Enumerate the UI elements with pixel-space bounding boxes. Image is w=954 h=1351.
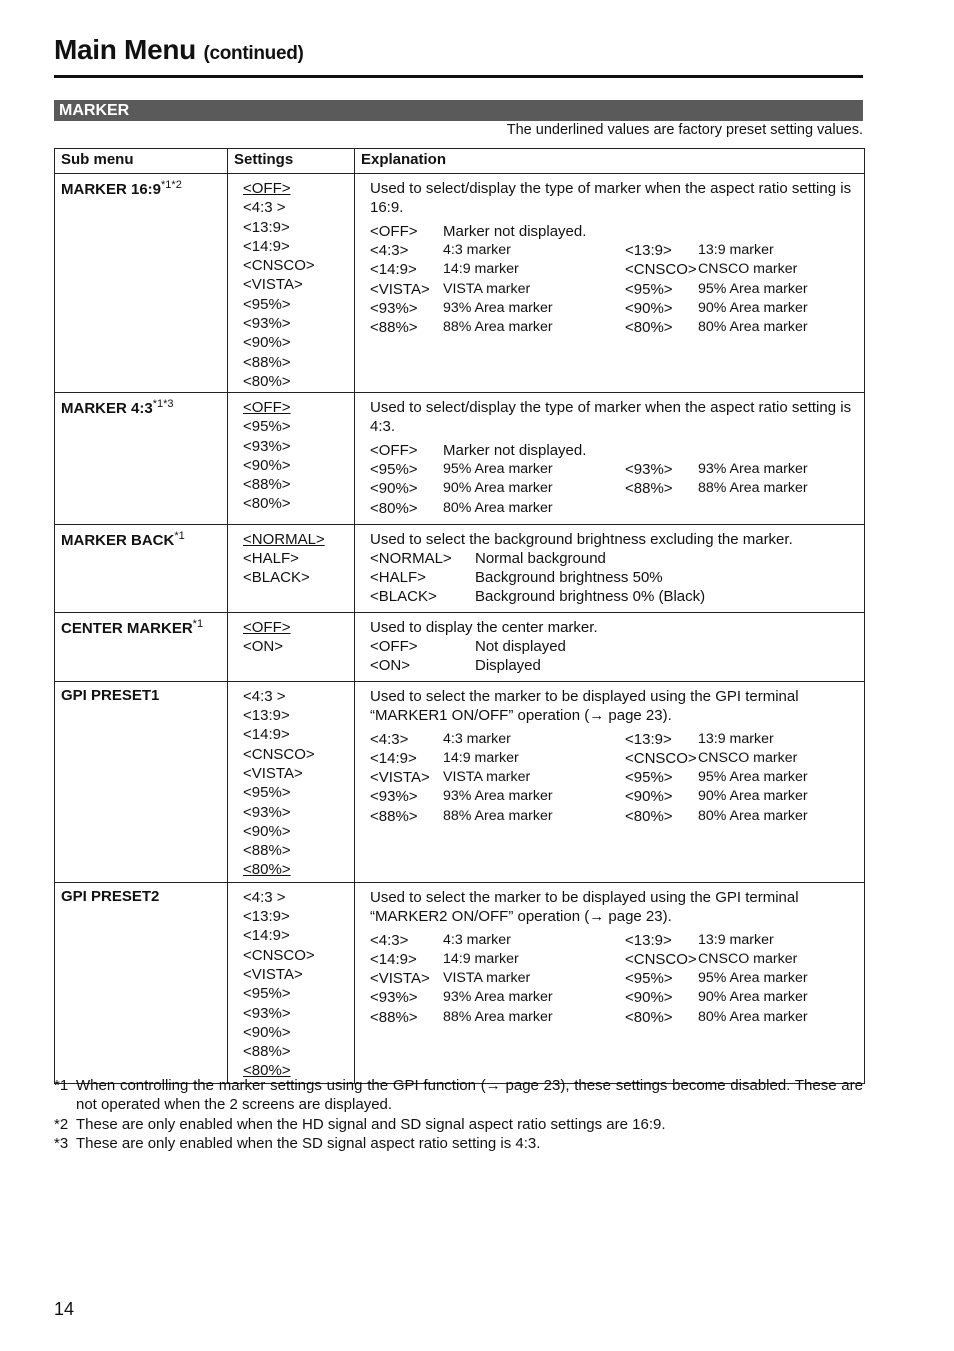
option-key: <88%>: [370, 319, 418, 337]
explanation-intro: Used to select/display the type of marker when the aspect ratio setting is 16:9.: [370, 180, 852, 216]
setting-value: <88%>: [243, 353, 291, 371]
setting-value: <OFF>: [243, 399, 291, 416]
title-divider: [54, 75, 863, 78]
option-desc: Normal background: [475, 549, 606, 567]
option-key: <95%>: [625, 280, 673, 298]
setting-value: <93%>: [243, 437, 291, 455]
setting-value: <90%>: [243, 1023, 291, 1041]
sub-menu-cell: [55, 882, 228, 1083]
option-desc: 88% Area marker: [443, 1008, 553, 1025]
table-header-row: [55, 149, 865, 174]
option-key: <OFF>: [370, 442, 418, 459]
setting-value: <93%>: [243, 803, 291, 821]
option-row: [370, 587, 854, 606]
option-key: <CNSCO>: [625, 261, 697, 279]
option-key: <OFF>: [370, 637, 418, 655]
setting-value: <95%>: [243, 418, 291, 436]
option-desc: VISTA marker: [443, 280, 531, 297]
marker-option-row: [370, 730, 854, 749]
option-desc: Displayed: [475, 656, 541, 674]
footnote: [54, 1115, 863, 1134]
marker-option-row: [370, 931, 854, 950]
settings-cell: [228, 524, 355, 612]
option-desc: Background brightness 50%: [475, 568, 663, 586]
option-key: <CNSCO>: [625, 750, 697, 768]
sub-menu-name: CENTER MARKER: [61, 619, 193, 637]
option-key: <95%>: [370, 461, 418, 479]
explanation-intro: Used to select/display the type of marker when the aspect ratio setting is 4:3.: [370, 399, 852, 435]
setting-value: <80%>: [243, 372, 291, 390]
option-desc: 80% Area marker: [698, 1008, 808, 1025]
sub-menu-cell: [55, 612, 228, 681]
option-key: <4:3>: [370, 242, 409, 260]
marker-option-row: [370, 787, 854, 806]
marker-option-row: [370, 768, 854, 787]
setting-value: <80%>: [243, 1062, 291, 1080]
setting-value: <VISTA>: [243, 765, 303, 782]
setting-value: <CNSCO>: [243, 946, 315, 964]
sub-menu-name: GPI PRESET1: [61, 686, 160, 704]
setting-value: <95%>: [243, 985, 291, 1003]
option-key: <90%>: [625, 989, 673, 1007]
marker-option-row: [370, 241, 854, 260]
setting-value: <13:9>: [243, 707, 290, 725]
setting-value: <90%>: [243, 334, 291, 352]
preset-note: The underlined values are factory preset setting values.: [506, 122, 863, 138]
setting-value: <90%>: [243, 456, 291, 474]
column-header-settings: Settings: [228, 149, 355, 174]
marker-option-row: [370, 988, 854, 1007]
table-row: [55, 681, 865, 882]
footnotes: [54, 1076, 863, 1153]
option-desc: 93% Area marker: [698, 461, 808, 478]
option-desc: Marker not displayed.: [443, 442, 587, 459]
setting-value: <HALF>: [243, 550, 299, 568]
option-key: <95%>: [625, 970, 673, 988]
option-key: <88%>: [370, 1008, 418, 1026]
explanation-cell: [355, 882, 865, 1083]
setting-value: <95%>: [243, 784, 291, 802]
setting-value: <13:9>: [243, 218, 290, 236]
option-key: <HALF>: [370, 568, 426, 586]
option-key: <14:9>: [370, 750, 417, 768]
option-row: [370, 549, 854, 568]
option-desc: 80% Area marker: [698, 807, 808, 824]
setting-value: <CNSCO>: [243, 745, 315, 763]
footnote-text: These are only enabled when the SD signal aspect ratio setting is 4:3.: [76, 1134, 541, 1152]
marker-option-row: [370, 499, 854, 518]
option-desc: CNSCO marker: [698, 951, 798, 968]
marker-option-row: [370, 299, 854, 318]
footnote-ref: *1*3: [152, 398, 174, 410]
option-key: <13:9>: [625, 730, 672, 748]
option-key: <90%>: [625, 788, 673, 806]
explanation-cell: [355, 524, 865, 612]
setting-value: <80%>: [243, 861, 291, 879]
option-desc: 90% Area marker: [698, 299, 808, 316]
option-desc: 93% Area marker: [443, 299, 553, 316]
footnote-ref: *1: [174, 529, 185, 542]
option-key: <CNSCO>: [625, 951, 697, 969]
marker-option-row: [370, 807, 854, 826]
option-desc: 80% Area marker: [698, 319, 808, 336]
option-desc: 95% Area marker: [698, 769, 808, 786]
marker-option-row: [370, 460, 854, 479]
table-row: [55, 882, 865, 1083]
setting-value: <13:9>: [243, 908, 290, 926]
sub-menu-name: MARKER 16:9: [61, 181, 162, 198]
setting-value: <OFF>: [243, 618, 291, 636]
page-title-main: Main Menu: [54, 34, 196, 65]
option-desc: 4:3 marker: [443, 931, 511, 948]
option-desc: 95% Area marker: [698, 970, 808, 987]
option-key: <14:9>: [370, 951, 417, 969]
option-desc: 88% Area marker: [443, 807, 553, 824]
option-desc: Not displayed: [475, 637, 566, 655]
marker-option-row: [370, 950, 854, 969]
setting-value: <VISTA>: [243, 276, 303, 294]
option-key: <80%>: [625, 319, 673, 337]
option-key: <4:3>: [370, 730, 409, 748]
settings-cell: [228, 681, 355, 882]
option-desc: CNSCO marker: [698, 261, 798, 278]
option-desc: 90% Area marker: [443, 480, 553, 497]
option-desc: 14:9 marker: [443, 750, 519, 767]
sub-menu-cell: [55, 524, 228, 612]
option-key: <88%>: [625, 480, 673, 498]
footnote: [54, 1076, 863, 1115]
footnote-mark: *3: [54, 1134, 69, 1152]
table-row: [55, 393, 865, 525]
setting-value: <VISTA>: [243, 966, 303, 983]
explanation-intro: Used to select the marker to be displayed using the GPI terminal “MARKER2 ON/OFF” operation (→ page 23).: [370, 888, 799, 925]
explanation-cell: [355, 681, 865, 882]
option-key: <VISTA>: [370, 769, 430, 787]
setting-value: <CNSCO>: [243, 257, 315, 275]
option-key: [625, 499, 698, 518]
option-desc: 95% Area marker: [443, 461, 553, 478]
option-key: <88%>: [370, 807, 418, 825]
option-key: <93%>: [370, 299, 418, 317]
setting-value: <88%>: [243, 842, 291, 860]
option-desc: 14:9 marker: [443, 951, 519, 968]
marker-settings-table: [54, 148, 865, 1084]
marker-option-row: [370, 441, 854, 460]
setting-value: <NORMAL>: [243, 530, 325, 548]
page-title: [54, 34, 304, 66]
setting-value: <14:9>: [243, 726, 290, 744]
option-desc: Background brightness 0% (Black): [475, 587, 706, 605]
option-desc: 90% Area marker: [698, 989, 808, 1006]
option-row: [370, 637, 854, 656]
option-row: [370, 656, 854, 675]
page-title-suffix: (continued): [203, 43, 304, 64]
setting-value: <80%>: [243, 495, 291, 513]
option-desc: VISTA marker: [443, 970, 531, 987]
option-desc: 93% Area marker: [443, 989, 553, 1006]
explanation-intro: Used to select the marker to be displayed using the GPI terminal “MARKER1 ON/OFF” operation (→ page 23).: [370, 687, 799, 724]
option-desc: 13:9 marker: [698, 931, 774, 948]
sub-menu-cell: [55, 393, 228, 525]
explanation-cell: [355, 393, 865, 525]
option-key: <VISTA>: [370, 280, 430, 298]
option-key: <90%>: [625, 299, 673, 317]
column-header-explanation: Explanation: [355, 149, 865, 174]
option-desc: 80% Area marker: [443, 499, 553, 516]
option-key: <80%>: [625, 1008, 673, 1026]
option-key: <NORMAL>: [370, 549, 452, 567]
option-desc: 95% Area marker: [698, 280, 808, 297]
setting-value: <ON>: [243, 638, 284, 656]
setting-value: <14:9>: [243, 927, 290, 945]
setting-value: <93%>: [243, 315, 291, 333]
setting-value: <14:9>: [243, 237, 290, 255]
setting-value: <88%>: [243, 476, 291, 494]
section-title: MARKER: [59, 102, 130, 119]
option-desc: VISTA marker: [443, 769, 531, 786]
marker-option-row: [370, 260, 854, 279]
setting-value: <4:3 >: [243, 888, 286, 906]
option-key: <93%>: [370, 989, 418, 1007]
option-row: [370, 568, 854, 587]
option-key: <93%>: [370, 788, 418, 806]
footnote-mark: *1: [54, 1077, 69, 1094]
option-desc: 88% Area marker: [443, 319, 553, 336]
option-key: <90%>: [370, 480, 418, 498]
option-desc: 88% Area marker: [698, 480, 808, 497]
option-key: <VISTA>: [370, 970, 430, 988]
option-desc: 93% Area marker: [443, 788, 553, 805]
settings-cell: [228, 882, 355, 1083]
option-key: <4:3>: [370, 931, 409, 949]
sub-menu-name: GPI PRESET2: [61, 887, 160, 905]
section-header: [54, 100, 863, 121]
option-key: <95%>: [625, 769, 673, 787]
setting-value: <95%>: [243, 295, 291, 313]
footnote-text: These are only enabled when the HD signal and SD signal aspect ratio settings are 16:9.: [76, 1115, 666, 1133]
setting-value: <OFF>: [243, 180, 291, 197]
explanation-cell: [355, 612, 865, 681]
table-row: [55, 174, 865, 393]
option-key: <80%>: [625, 807, 673, 825]
sub-menu-cell: [55, 174, 228, 393]
option-desc: 13:9 marker: [698, 730, 774, 747]
footnote-text: When controlling the marker settings using the GPI function (→ page 23), these settings become disabled. These are not operated when the 2 screens are displayed.: [76, 1077, 863, 1114]
option-key: <93%>: [625, 461, 673, 479]
option-desc: 90% Area marker: [698, 788, 808, 805]
marker-option-row: [370, 280, 854, 299]
marker-option-row: [370, 749, 854, 768]
settings-cell: [228, 174, 355, 393]
marker-option-row: [370, 222, 854, 241]
option-key: <14:9>: [370, 261, 417, 279]
setting-value: <90%>: [243, 822, 291, 840]
footnote-ref: *1: [192, 617, 204, 630]
setting-value: <BLACK>: [243, 569, 310, 587]
option-desc: 4:3 marker: [443, 730, 511, 747]
table-row: [55, 612, 865, 681]
marker-option-row: [370, 1008, 854, 1027]
explanation-intro: Used to display the center marker.: [370, 618, 598, 636]
option-key: <ON>: [370, 656, 411, 674]
marker-option-row: [370, 969, 854, 988]
sub-menu-name: MARKER BACK: [61, 531, 175, 549]
explanation-cell: [355, 174, 865, 393]
footnote-ref: *1*2: [161, 179, 182, 191]
sub-menu-cell: [55, 681, 228, 882]
option-key: <BLACK>: [370, 587, 437, 605]
option-desc: [698, 499, 854, 518]
table-row: [55, 524, 865, 612]
marker-option-row: [370, 479, 854, 498]
page-number: 14: [54, 1299, 75, 1319]
option-key: <13:9>: [625, 931, 672, 949]
setting-value: <4:3 >: [243, 687, 286, 705]
setting-value: <93%>: [243, 1004, 291, 1022]
option-key: <13:9>: [625, 242, 672, 260]
option-desc: 14:9 marker: [443, 261, 519, 278]
option-key: <OFF>: [370, 223, 418, 240]
setting-value: <88%>: [243, 1043, 291, 1061]
footnote-mark: *2: [54, 1115, 69, 1133]
settings-cell: [228, 612, 355, 681]
setting-value: <4:3 >: [243, 199, 286, 217]
column-header-sub-menu: Sub menu: [55, 149, 228, 174]
option-desc: 13:9 marker: [698, 242, 774, 259]
marker-option-row: [370, 318, 854, 337]
settings-cell: [228, 393, 355, 525]
option-desc: Marker not displayed.: [443, 223, 587, 240]
option-desc: CNSCO marker: [698, 750, 798, 767]
option-key: <80%>: [370, 499, 418, 517]
option-desc: 4:3 marker: [443, 242, 511, 259]
sub-menu-name: MARKER 4:3: [61, 400, 153, 417]
footnote: [54, 1134, 863, 1153]
explanation-intro: Used to select the background brightness excluding the marker.: [370, 530, 793, 548]
